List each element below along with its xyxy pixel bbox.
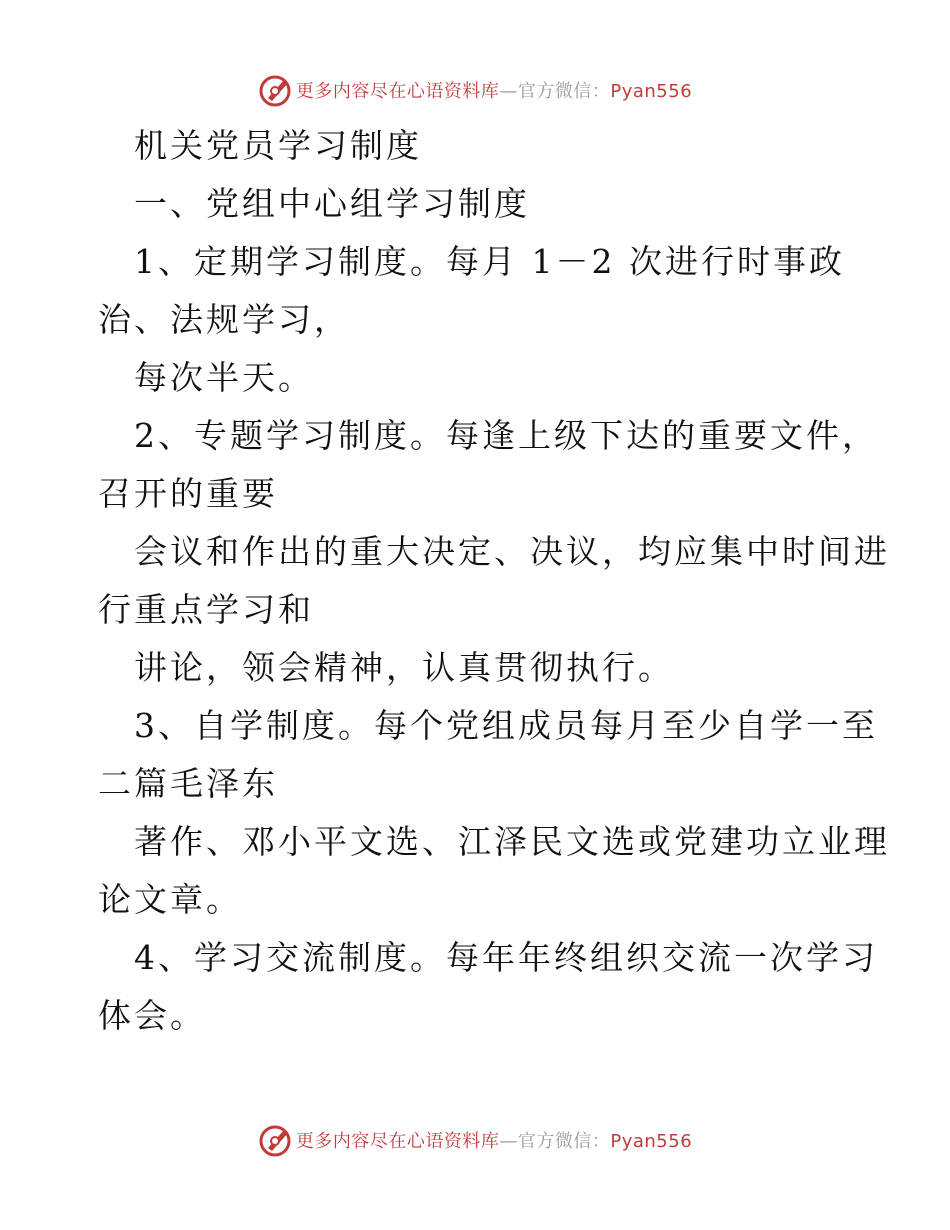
paragraph-line: 会议和作出的重大决定、决议，均应集中时间进	[134, 532, 890, 571]
section-heading: 一、党组中心组学习制度	[134, 184, 530, 223]
paragraph-line: 体会。	[98, 996, 206, 1035]
paragraph-line: 著作、邓小平文选、江泽民文选或党建功立业理	[134, 822, 890, 861]
paragraph-line: 4、学习交流制度。每年年终组织交流一次学习	[134, 938, 878, 977]
watermark-text: 更多内容尽在心语资料库—官方微信：Pyan556	[295, 1131, 693, 1152]
paragraph-line: 行重点学习和	[98, 590, 314, 629]
pen-logo-icon	[258, 72, 294, 108]
paragraph-line: 3、自学制度。每个党组成员每月至少自学一至	[134, 706, 878, 745]
paragraph-line: 讲论，领会精神，认真贯彻执行。	[134, 648, 674, 687]
paragraph-line: 论文章。	[98, 880, 242, 919]
paragraph-line: 2、专题学习制度。每逢上级下达的重要文件，	[134, 416, 878, 455]
paragraph-line: 召开的重要	[98, 474, 278, 513]
header-watermark	[0, 70, 950, 110]
paragraph-line: 每次半天。	[134, 358, 314, 397]
paragraph-line: 二篇毛泽东	[98, 764, 278, 803]
pen-logo-icon	[258, 1122, 294, 1158]
watermark-text: 更多内容尽在心语资料库—官方微信：Pyan556	[295, 81, 693, 102]
document-title: 机关党员学习制度	[134, 126, 422, 165]
footer-watermark	[0, 1120, 950, 1160]
paragraph-line: 1、定期学习制度。每月 1－2 次进行时事政	[134, 242, 845, 281]
paragraph-line: 治、法规学习，	[98, 300, 350, 339]
